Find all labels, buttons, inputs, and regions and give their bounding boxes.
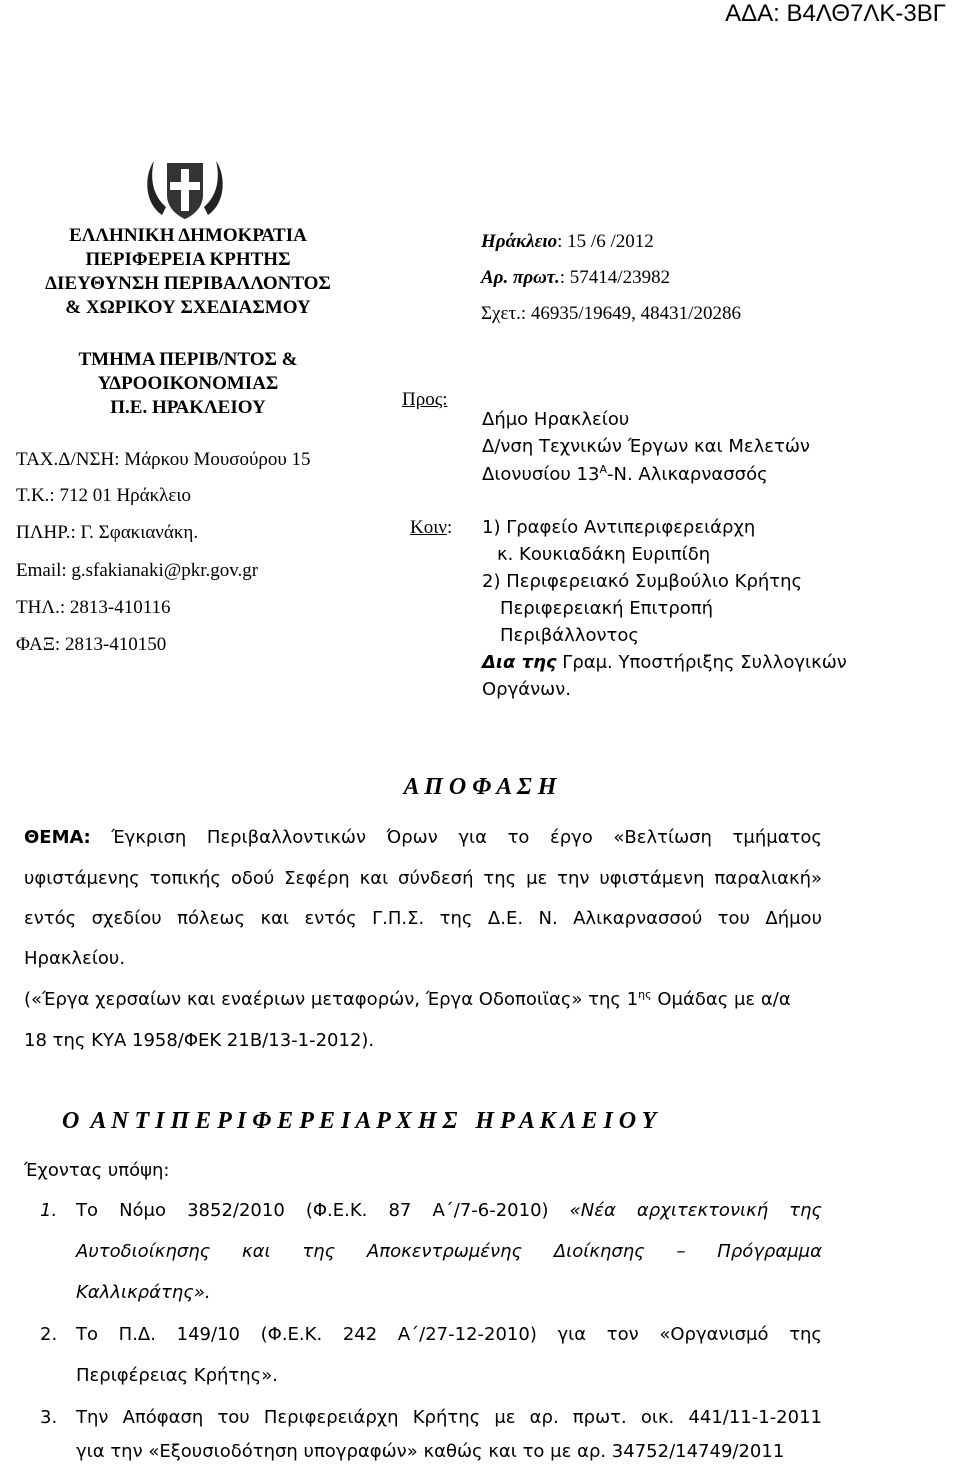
contact-postcode: Τ.Κ.: 712 01 Ηράκλειο [16,485,191,506]
to-line-2: Δ/νση Τεχνικών Έργων και Μελετών [482,436,810,457]
related-label: Σχετ. [481,303,521,324]
item-2-number: 2. [40,1324,58,1345]
protocol-label: Αρ. πρωτ. [481,267,560,288]
protocol-value: : 57414/23982 [559,267,671,288]
to-line-3 [482,463,768,485]
to-line-3-sup: Α [599,463,607,476]
cc-line-3: 2) Περιφερειακό Συμβούλιο Κρήτης [482,571,803,592]
subject-line-3: εντός σχεδίου πόλεως και εντός Γ.Π.Σ. της Δ.Ε. Ν. Αλικαρνασσού του Δήμου [24,908,822,929]
date-line [481,231,654,253]
to-line-3-end: -Ν. Αλικαρνασσός [606,464,768,485]
to-label: Προς: [402,389,448,410]
item-2-line-1: Το Π.Δ. 149/10 (Φ.Ε.Κ. 242 Α΄/27-12-2010) για τον «Οργανισμό της [76,1324,822,1345]
item-2-line-2: Περιφέρειας Κρήτης». [76,1365,278,1386]
cc-line-5: Περιβάλλοντος [500,625,639,646]
dept-line-3: Π.Ε. ΗΡΑΚΛΕΙΟΥ [110,397,266,418]
cc-line-2: κ. Κουκιαδάκη Ευριπίδη [497,544,711,565]
subject-line-1 [24,827,822,848]
cc-colon: : [446,517,453,538]
date-value: : 15 /6 /2012 [557,231,654,252]
item-1-line-2: Αυτοδιοίκησης και της Αποκεντρωμένης Διοίκησης – Πρόγραμμα [76,1241,822,1262]
dept-line-1: ΤΜΗΜΑ ΠΕΡΙΒ/ΝΤΟΣ & [78,349,298,370]
date-label: Ηράκλειο [481,231,558,252]
item-1-line-1 [76,1200,822,1221]
item-1-line-3: Καλλικράτης». [76,1282,211,1303]
decision-heading: Α Π Ο Φ Α Σ Η [403,774,557,800]
category-line-1 [24,988,822,1010]
category-sup: ης [638,988,652,1001]
cc-line-4: Περιφερειακή Επιτροπή [500,598,714,619]
ada-code: ΑΔΑ: Β4ΛΘ7ΛΚ-3ΒΓ [725,0,946,27]
org-line-4: & ΧΩΡΙΚΟΥ ΣΧΕΔΙΑΣΜΟΥ [65,297,311,318]
cc-line-6 [482,652,847,673]
subject-line-4: Ηρακλείου. [24,948,126,969]
item-3-number: 3. [40,1407,58,1428]
item-1-ref: Το Νόμο 3852/2010 (Φ.Ε.Κ. 87 Α΄/7-6-2010) [76,1200,549,1221]
org-line-3: ΔΙΕΥΘΥΝΣΗ ΠΕΡΙΒΑΛΛΟΝΤΟΣ [45,273,331,294]
contact-email: Email: g.sfakianaki@pkr.gov.gr [16,560,259,581]
item-3-line-1: Την Απόφαση του Περιφερειάρχη Κρήτης με αρ. πρωτ. οικ. 441/11-1-2011 [76,1407,822,1428]
protocol-line [481,267,670,289]
subject-label: ΘΕΜΑ: [24,827,91,848]
related-line [481,303,741,325]
category-text-1: («Έργα χερσαίων και εναέριων μεταφορών, Έργα Οδοποιϊας» της 1 [24,989,639,1010]
item-3-line-2: για την «Εξουσιοδότηση υπογραφών» καθώς και το με αρ. 34752/14749/2011 [76,1441,785,1462]
cc-line-7: Οργάνων. [482,679,572,700]
category-text-1b: Ομάδας με α/α [651,989,791,1010]
contact-phone: ΤΗΛ.: 2813-410116 [16,597,171,618]
org-line-2: ΠΕΡΙΦΕΡΕΙΑ ΚΡΗΤΗΣ [85,249,291,270]
cc-label: Κοιν [410,517,447,538]
to-line-3-main: Διονυσίου 13 [482,464,600,485]
subject-text-1: Έγκριση Περιβαλλοντικών Όρων για το έργο «Βελτίωση τμήματος [111,827,822,848]
contact-fax: ΦΑΞ: 2813-410150 [16,634,167,655]
contact-info: ΠΛΗΡ.: Γ. Σφακιανάκη. [16,522,199,543]
cc-via-label: Δια της [482,652,557,673]
cc-line-1: 1) Γραφείο Αντιπεριφερειάρχη [482,517,756,538]
item-1-number: 1. [40,1200,58,1221]
to-line-1: Δήμο Ηρακλείου [482,409,630,430]
dept-line-2: ΥΔΡΟΟΙΚΟΝΟΜΙΑΣ [97,373,279,394]
contact-address: ΤΑΧ.Δ/ΝΣΗ: Μάρκου Μουσούρου 15 [16,449,311,470]
item-1-title: «Νέα αρχιτεκτονική της [569,1200,822,1221]
org-line-1: ΕΛΛΗΝΙΚΗ ΔΗΜΟΚΡΑΤΙΑ [69,225,307,246]
category-line-2: 18 της ΚΥΑ 1958/ΦΕΚ 21Β/13-1-2012). [24,1030,375,1051]
considering-label: Έχοντας υπόψη: [24,1160,170,1181]
subject-line-2: υφιστάμενης τοπικής οδού Σεφέρη και σύνδεσή της με την υφιστάμενη παραλιακή» [24,868,822,889]
cc-label-group [410,517,452,539]
related-value: : 46935/19649, 48431/20286 [520,303,741,324]
authority-title: Ο Α Ν Τ Ι Π Ε Ρ Ι Φ Ε Ρ Ε Ι Α Ρ Χ Η Σ Η Ρ Α Κ Λ Ε Ι Ο Υ [62,1108,657,1134]
greek-emblem-icon [140,155,230,221]
cc-via-value: Γραμ. Υποστήριξης Συλλογικών [556,652,847,673]
